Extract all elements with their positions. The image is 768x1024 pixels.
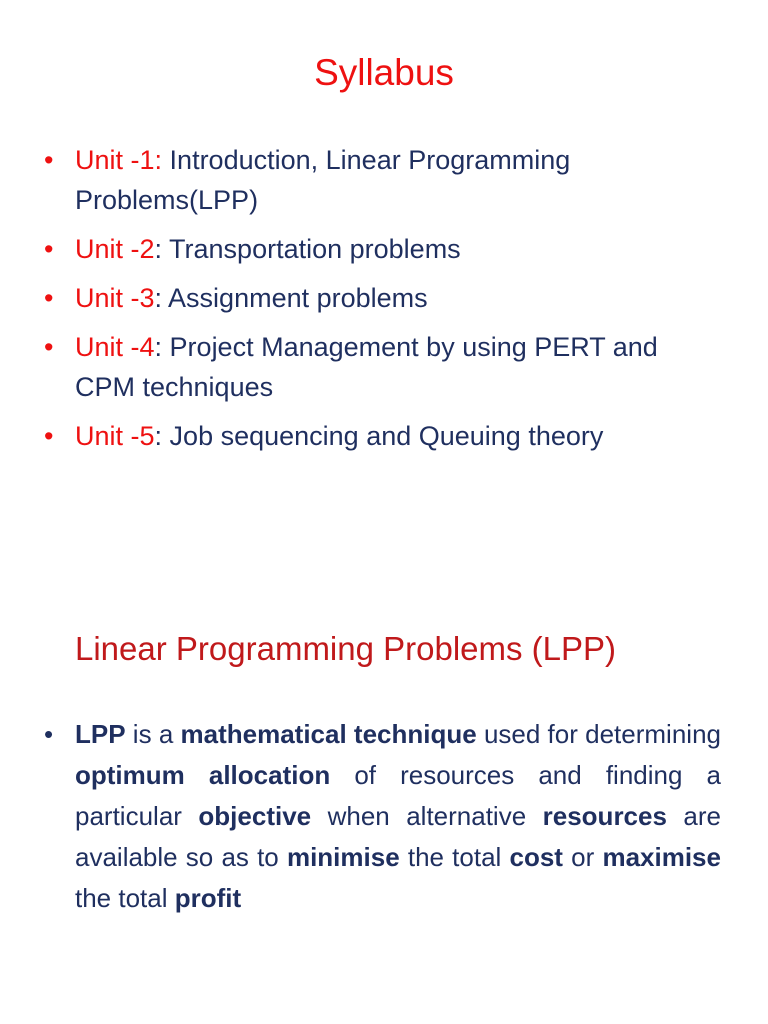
bullet-icon: • bbox=[44, 719, 54, 749]
unit-item-4 bbox=[44, 327, 724, 407]
body-text: when alternative bbox=[311, 801, 543, 831]
unit-separator: : bbox=[154, 283, 169, 313]
bullet-icon: • bbox=[44, 421, 54, 451]
body-text: is a bbox=[125, 719, 181, 749]
body-text: the total bbox=[399, 842, 510, 872]
unit-label: Unit -3 bbox=[75, 283, 155, 313]
unit-list bbox=[44, 140, 724, 465]
keyword-text: maximise bbox=[602, 842, 721, 872]
lpp-definition-paragraph bbox=[44, 714, 721, 919]
unit-separator bbox=[162, 145, 170, 175]
bullet-icon: • bbox=[44, 283, 54, 313]
unit-text: Transportation problems bbox=[169, 234, 461, 264]
bullet-icon: • bbox=[44, 145, 54, 175]
lpp-slide bbox=[0, 512, 768, 1024]
unit-separator: : bbox=[154, 234, 170, 264]
unit-text: Introduction, Linear Programming Problems(LPP) bbox=[75, 145, 571, 215]
unit-label: Unit -1: bbox=[75, 145, 163, 175]
keyword-text: objective bbox=[198, 801, 312, 831]
lpp-definition-text bbox=[75, 719, 721, 913]
unit-item-3 bbox=[44, 278, 724, 318]
unit-item-5 bbox=[44, 416, 724, 456]
keyword-text: profit bbox=[174, 883, 242, 913]
unit-item-2 bbox=[44, 229, 724, 269]
keyword-text: resources bbox=[542, 801, 667, 831]
unit-separator: : bbox=[154, 332, 170, 362]
keyword-text: minimise bbox=[286, 842, 400, 872]
unit-text: Assignment problems bbox=[168, 283, 428, 313]
unit-separator: : bbox=[154, 421, 170, 451]
body-text: the total bbox=[75, 883, 175, 913]
unit-item-1 bbox=[44, 140, 724, 220]
keyword-text: optimum allocation bbox=[75, 760, 331, 790]
syllabus-title: Syllabus bbox=[314, 52, 454, 93]
keyword-text: cost bbox=[509, 842, 563, 872]
bullet-icon: • bbox=[44, 332, 54, 362]
unit-text: Project Management by using PERT and CPM techniques bbox=[75, 332, 658, 402]
body-text: are available so as to bbox=[75, 801, 721, 872]
unit-label: Unit -4 bbox=[75, 332, 155, 362]
body-text: used for determining bbox=[476, 719, 721, 749]
unit-label: Unit -5 bbox=[75, 421, 155, 451]
body-text: or bbox=[562, 842, 603, 872]
body-text: of resources and finding a particular bbox=[75, 760, 721, 831]
bullet-icon: • bbox=[44, 234, 54, 264]
unit-label: Unit -2 bbox=[75, 234, 155, 264]
keyword-text: LPP bbox=[75, 719, 126, 749]
lpp-title: Linear Programming Problems (LPP) bbox=[75, 630, 617, 667]
unit-text: Job sequencing and Queuing theory bbox=[169, 421, 604, 451]
keyword-text: mathematical technique bbox=[180, 719, 477, 749]
